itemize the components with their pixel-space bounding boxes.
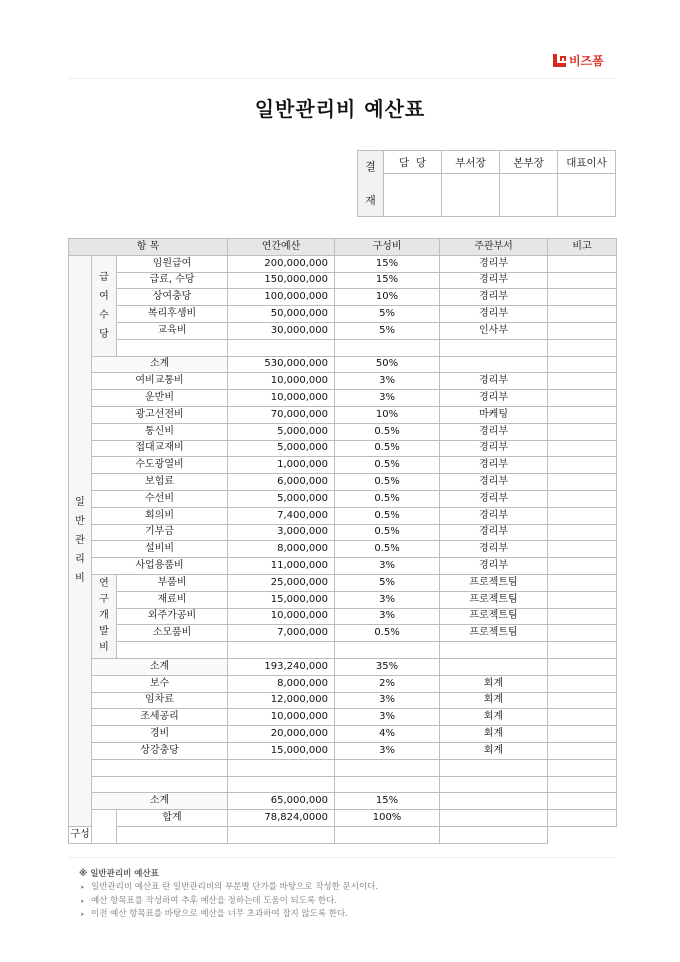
table-row-empty: [69, 642, 617, 659]
brand-logo: [553, 52, 604, 69]
budget-table: [68, 238, 617, 844]
brand-logo-icon: [553, 54, 566, 67]
notes-divider: [68, 857, 616, 858]
notes-heading: ※ 일반관리비 예산표: [79, 869, 159, 879]
approval-box: [357, 150, 616, 217]
note-item: ▸ 일반관리비 예산표 란 일반관리비의 부분별 단가를 바탕으로 작성한 문서이다.: [91, 881, 378, 895]
table-row: 보수 8,000,000 2% 회계: [69, 675, 617, 692]
group-label-rnd: 연 구 개 발 비: [92, 574, 117, 658]
table-row: 재료비 15,000,000 3% 프로젝트팀: [69, 591, 617, 608]
column-header: 구성비: [335, 239, 440, 256]
column-header: 주관부서: [440, 239, 548, 256]
table-row: 통신비 5,000,000 0.5% 경리부: [69, 423, 617, 440]
table-row-empty: [69, 339, 617, 356]
group-label-general: 일 반 관 리 비: [69, 255, 92, 826]
table-row: 설비비 8,000,000 0.5% 경리부: [69, 541, 617, 558]
notes-section: [79, 867, 378, 922]
subtotal-row: 소계 193,240,000 35%: [69, 658, 617, 675]
column-header: 비고: [548, 239, 617, 256]
table-row: 수선비 5,000,000 0.5% 경리부: [69, 490, 617, 507]
table-row: 외주가공비 10,000,000 3% 프로젝트팀: [69, 608, 617, 625]
group-label-salary: 급 여 수 당: [92, 255, 117, 356]
table-row: 교육비 30,000,000 5% 인사부: [69, 322, 617, 339]
note-item: ▸ 예산 항목표를 작성하여 추후 예산을 정하는데 도움이 되도록 한다.: [91, 895, 378, 909]
table-row: 여비교통비 10,000,000 3% 경리부: [69, 373, 617, 390]
notes-list: [79, 881, 378, 922]
note-item: ▸ 이전 예산 항목표를 바탕으로 예산을 너무 초과하여 잡지 않도록 한다.: [91, 908, 378, 922]
table-row: 복리후생비 50,000,000 5% 경리부: [69, 306, 617, 323]
composition-row: 구성: [69, 826, 617, 843]
signature-cell[interactable]: [558, 174, 616, 217]
table-row: 연 구 개 발 비 부품비 25,000,000 5% 프로젝트팀: [69, 574, 617, 591]
column-header: 항 목: [69, 239, 228, 256]
table-row: 소모품비 7,000,000 0.5% 프로젝트팀: [69, 625, 617, 642]
table-row: 기부금 3,000,000 0.5% 경리부: [69, 524, 617, 541]
table-row: 수도광열비 1,000,000 0.5% 경리부: [69, 457, 617, 474]
approval-header: 본부장: [500, 151, 558, 174]
table-row: 보험료 6,000,000 0.5% 경리부: [69, 474, 617, 491]
column-header: 연간예산: [228, 239, 335, 256]
subtotal-row: 소계 65,000,000 15%: [69, 793, 617, 810]
signature-cell[interactable]: [384, 174, 442, 217]
brand-name: 비즈폼: [569, 54, 604, 68]
table-row: 일 반 관 리 비 급 여 수 당 임원급여 200,000,000 15% 경리부: [69, 255, 617, 272]
table-row-empty: [69, 776, 617, 793]
table-row: 접대교재비 5,000,000 0.5% 경리부: [69, 440, 617, 457]
document-title: 일반관리비 예산표: [254, 97, 426, 121]
table-row: 임차료 12,000,000 3% 회계: [69, 692, 617, 709]
signature-cell[interactable]: [442, 174, 500, 217]
approval-label: 결 재: [358, 151, 384, 217]
table-row: 운반비 10,000,000 3% 경리부: [69, 390, 617, 407]
approval-header: 부서장: [442, 151, 500, 174]
table-row: 회의비 7,400,000 0.5% 경리부: [69, 507, 617, 524]
table-row: 경비 20,000,000 4% 회계: [69, 726, 617, 743]
table-row: 상강충당 15,000,000 3% 회계: [69, 742, 617, 759]
table-row: 광고선전비 70,000,000 10% 마케팅: [69, 406, 617, 423]
approval-header: 담 당: [384, 151, 442, 174]
subtotal-row: 소계 530,000,000 50%: [69, 356, 617, 373]
table-row: 조세공리 10,000,000 3% 회계: [69, 709, 617, 726]
table-row: 상여충당 100,000,000 10% 경리부: [69, 289, 617, 306]
total-row: 합계 78,824,0000 100%: [69, 810, 617, 827]
table-row: 사업용품비 11,000,000 3% 경리부: [69, 558, 617, 575]
signature-cell[interactable]: [500, 174, 558, 217]
header-divider: [68, 78, 616, 79]
approval-header: 대표이사: [558, 151, 616, 174]
table-header-row: [69, 239, 617, 256]
table-row: 급료, 수당 150,000,000 15% 경리부: [69, 272, 617, 289]
table-row-empty: [69, 759, 617, 776]
